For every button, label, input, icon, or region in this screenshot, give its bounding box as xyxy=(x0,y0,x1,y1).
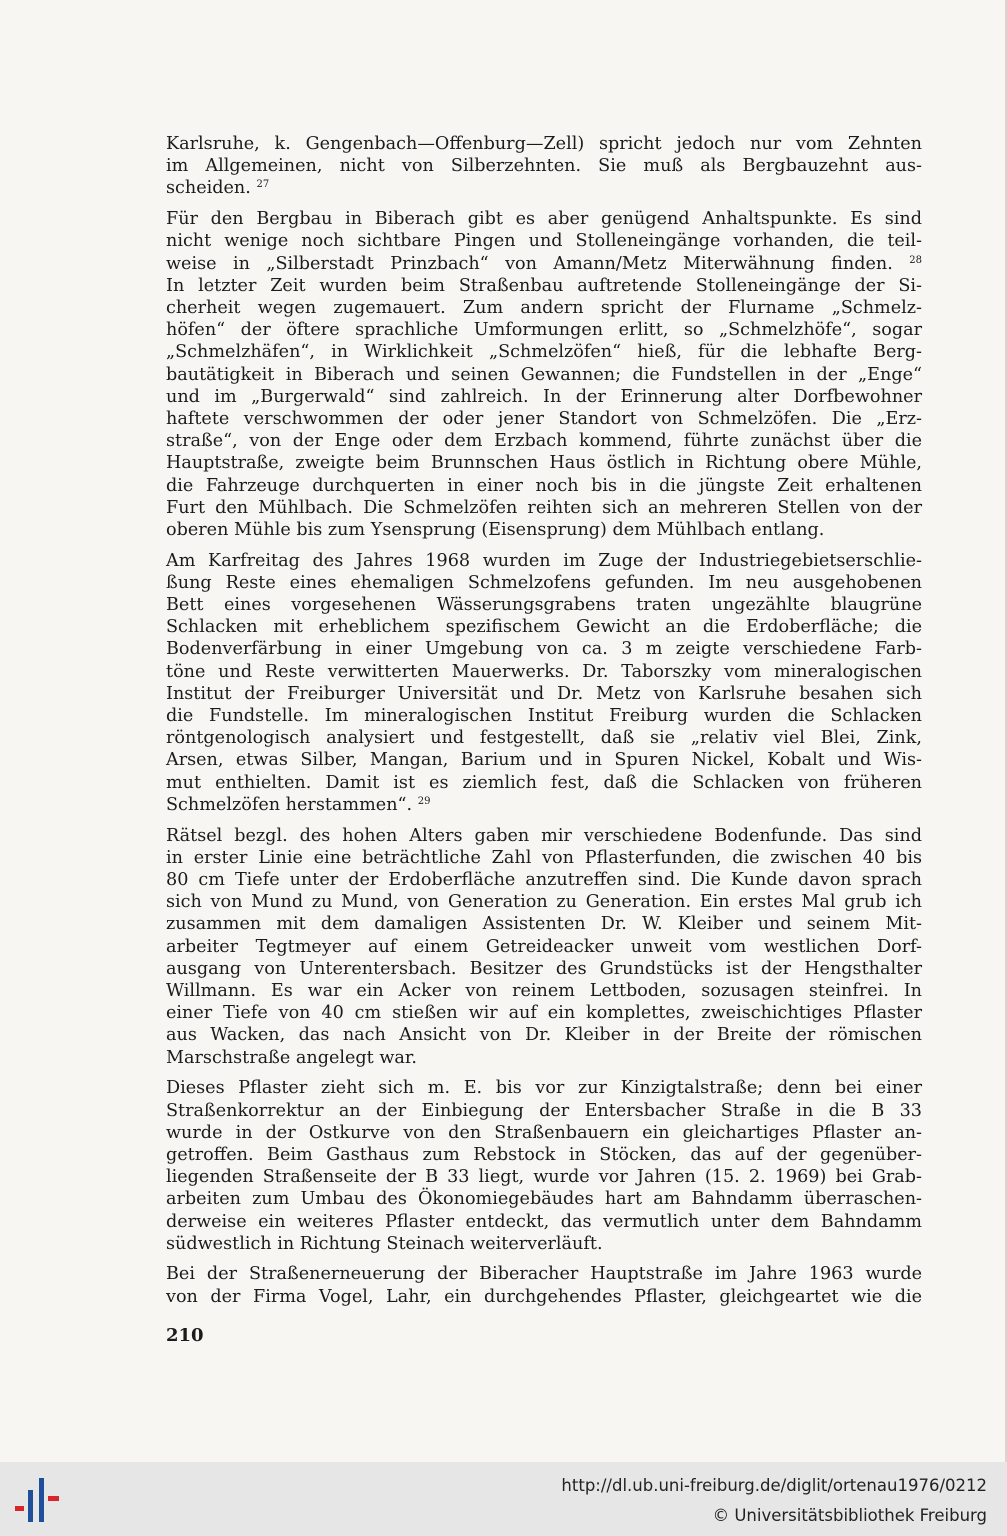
text-line: Am Karfreitag des Jahres 1968 wurden im Zuge der Industriegebietserschlie- xyxy=(166,550,922,571)
viewer-footer xyxy=(0,1462,1007,1536)
text-line: liegenden Straßenseite der B 33 liegt, wurde vor Jahren (15. 2. 1969) bei Grab- xyxy=(166,1167,922,1188)
text-line: In letzter Zeit wurden beim Straßenbau auftretende Stolleneingänge der Si- xyxy=(166,275,922,296)
text-line: nicht wenige noch sichtbare Pingen und Stolleneingänge vorhanden, die teil- xyxy=(166,231,922,252)
text-line: „Schmelzhäfen“, in Wirklichkeit „Schmelzöfen“ hieß, für die lebhafte Berg- xyxy=(166,342,922,363)
text-line: haftete verschwommen der oder jener Standort von Schmelzöfen. Die „Erz- xyxy=(166,408,922,429)
text-line: sich von Mund zu Mund, von Generation zu Generation. Ein erstes Mal grub ich xyxy=(166,892,922,913)
text-line: Bett eines vorgesehenen Wässerungsgrabens traten ungezählte blaugrüne xyxy=(166,595,922,616)
text-line: Schmelzöfen herstammen“. $^{29}$ xyxy=(166,794,431,815)
text-line: straße“, von der Enge oder dem Erzbach kommend, führte zunächst über die xyxy=(166,431,922,452)
paragraph xyxy=(166,208,922,541)
text-line: Furt den Mühlbach. Die Schmelzöfen reihten sich an mehreren Stellen von der xyxy=(166,497,922,518)
text-line: ausgang von Unterentersbach. Besitzer des Grundstücks ist der Hengsthalter xyxy=(166,958,922,979)
text-line: Straßenkorrektur an der Einbiegung der Entersbacher Straße in die B 33 xyxy=(166,1100,922,1121)
text-line: die Fahrzeuge durchquerten in einer noch bis in die jüngste Zeit erhaltenen xyxy=(166,475,922,496)
copyright-notice: © Universitätsbibliothek Freiburg xyxy=(712,1506,987,1525)
source-url-link[interactable]: http://dl.ub.uni-freiburg.de/diglit/ortenau1976/0212 xyxy=(561,1476,987,1495)
text-line: Willmann. Es war ein Acker von reinem Lettboden, sozusagen steinfrei. In xyxy=(166,981,922,1002)
footnote-marker: 27 xyxy=(256,179,270,191)
paragraph xyxy=(166,825,922,1069)
ub-freiburg-logo-icon xyxy=(12,1474,64,1526)
text-line: Bei der Straßenerneuerung der Biberacher Hauptstraße im Jahre 1963 wurde xyxy=(166,1264,922,1285)
text-line: getroffen. Beim Gasthaus zum Rebstock in Stöcken, das auf der gegenüber- xyxy=(166,1144,922,1165)
footnote-marker: 28 xyxy=(909,254,922,266)
text-line: Karlsruhe, k. Gengenbach—Offenburg—Zell) spricht jedoch nur vom Zehnten xyxy=(166,134,922,154)
page-number: 210 xyxy=(166,1325,204,1346)
text-line: Hauptstraße, zweigte beim Brunnschen Haus östlich in Richtung obere Mühle, xyxy=(166,453,922,474)
text-line: im Allgemeinen, nicht von Silberzehnten. Sie muß als Bergbauzehnt aus- xyxy=(166,156,922,177)
text-line: Bodenverfärbung in einer Umgebung von ca. 3 m zeigte verschiedene Farb- xyxy=(166,639,922,660)
text-line: bautätigkeit in Biberach und seinen Gewannen; die Fundstellen in der „Enge“ xyxy=(166,364,922,385)
text-line: die Fundstelle. Im mineralogischen Institut Freiburg wurden die Schlacken xyxy=(166,706,922,727)
text-line: südwestlich in Richtung Steinach weiterverläuft. xyxy=(166,1233,603,1254)
text-line: scheiden. $^{27}$ xyxy=(166,178,270,199)
paragraph xyxy=(166,550,922,816)
text-line: einer Tiefe von 40 cm stießen wir auf ein komplettes, zweischichtiges Pflaster xyxy=(166,1003,922,1024)
text-line: zusammen mit dem damaligen Assistenten Dr. W. Kleiber und seinem Mit- xyxy=(166,914,922,935)
text-line: oberen Mühle bis zum Ysensprung (Eisensprung) dem Mühlbach entlang. xyxy=(166,519,825,540)
paragraph xyxy=(166,133,922,200)
text-line: mut enthielten. Damit ist es ziemlich fest, daß die Schlacken von früheren xyxy=(166,772,922,793)
text-line: Dieses Pflaster zieht sich m. E. bis vor zur Kinzigtalstraße; denn bei einer xyxy=(166,1078,922,1099)
text-line: cherheit wegen zugemauert. Zum andern spricht der Flurname „Schmelz- xyxy=(166,297,922,318)
text-line: Schlacken mit erheblichem spezifischem Gewicht an die Erdoberfläche; die xyxy=(166,617,922,638)
text-line: weise in „Silberstadt Prinzbach“ von Amann/Metz Miterwähnung finden. $^{28}$ xyxy=(166,253,922,274)
text-line: aus Wacken, das nach Ansicht von Dr. Kleiber in der Breite der römischen xyxy=(166,1025,922,1046)
body-text xyxy=(166,133,922,1316)
text-line: röntgenologisch analysiert und festgestellt, daß sie „relativ viel Blei, Zink, xyxy=(166,728,922,749)
text-line: in erster Linie eine beträchtliche Zahl von Pflasterfunden, die zwischen 40 bis xyxy=(166,847,922,868)
text-line: Rätsel bezgl. des hohen Alters gaben mir verschiedene Bodenfunde. Das sind xyxy=(166,825,922,846)
text-line: derweise ein weiteres Pflaster entdeckt, das vermutlich unter dem Bahndamm xyxy=(166,1211,922,1232)
text-line: arbeiter Tegtmeyer auf einem Getreideacker unweit vom westlichen Dorf- xyxy=(166,936,922,957)
paragraph xyxy=(166,1263,922,1307)
text-line: töne und Reste verwitterten Mauerwerks. Dr. Taborszky vom mineralogischen xyxy=(166,661,922,682)
text-line: Arsen, etwas Silber, Mangan, Barium und in Spuren Nickel, Kobalt und Wis- xyxy=(166,750,922,771)
text-line: Marschstraße angelegt war. xyxy=(166,1047,417,1068)
text-line: 80 cm Tiefe unter der Erdoberfläche anzutreffen sind. Die Kunde davon sprach xyxy=(166,870,922,890)
paragraph xyxy=(166,1077,922,1255)
text-line: höfen“ der öftere sprachliche Umformungen erlitt, so „Schmelzhöfe“, sogar xyxy=(166,320,922,341)
text-line: und im „Burgerwald“ sind zahlreich. In der Erinnerung alter Dorfbewohner xyxy=(166,386,922,407)
text-line: von der Firma Vogel, Lahr, ein durchgehendes Pflaster, gleichgeartet wie die xyxy=(166,1286,922,1307)
text-line: Institut der Freiburger Universität und Dr. Metz von Karlsruhe besahen sich xyxy=(166,683,922,704)
footnote-marker: 29 xyxy=(417,795,431,807)
text-line: ßung Reste eines ehemaligen Schmelzofens gefunden. Im neu ausgehobenen xyxy=(166,572,922,593)
text-line: Für den Bergbau in Biberach gibt es aber genügend Anhaltspunkte. Es sind xyxy=(166,209,922,230)
text-line: arbeiten zum Umbau des Ökonomiegebäudes hart am Bahndamm überraschen- xyxy=(166,1189,922,1210)
text-line: wurde in der Ostkurve von den Straßenbauern ein gleichartiges Pflaster an- xyxy=(166,1122,922,1143)
